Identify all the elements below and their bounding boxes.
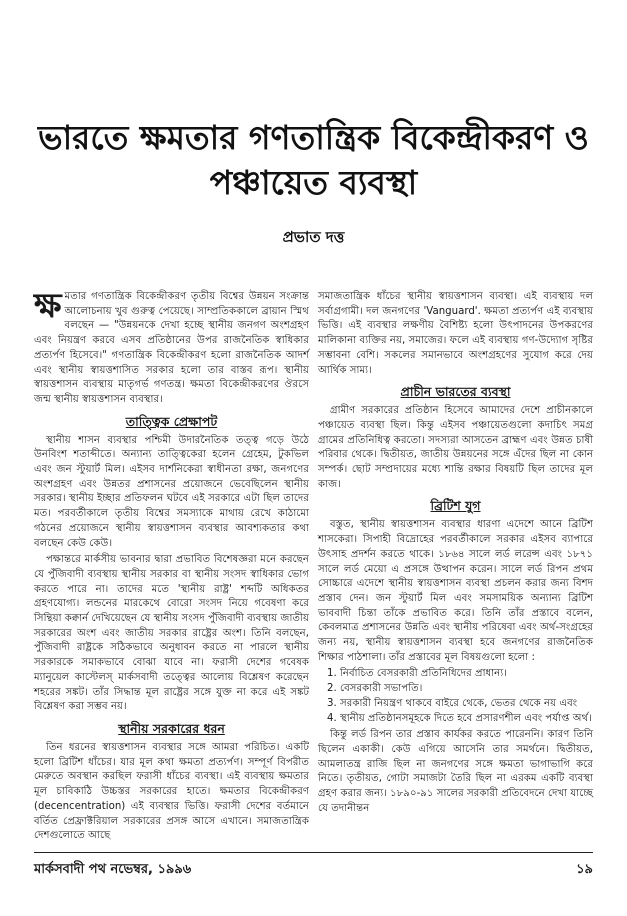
list-item: 4. স্থানীয় প্রতিষ্ঠানসমূহকে দিতে হবে প্রসারণশীল এবং পর্যাপ্ত অর্থ।	[340, 712, 593, 727]
paragraph: সমাজতান্ত্রিক ধাঁচের স্থানীয় স্বায়ত্তশাসন ব্যবস্থা। এই ব্যবস্থায় দল সর্বাগ্রগামী। দল জনগণের 'Vanguard'. ক্ষমতা প্রত্যর্পণ এই ব্যবস্থায় ভিত্তি। এই ব্যবস্থার লক্ষণীয় বৈশিষ্ট্য হলো উৎপাদনের উপকরণের মালিকানা ব্যক্তির নয়, সমাজের। ফলে এই ব্যবস্থায় গণ-উদ্যোগ সৃষ্টির সম্ভাবনা বেশি। সকলের সমানভাবে অংশগ্রহণের সুযোগ করে দেয় আর্থিক সাম্য।	[318, 291, 593, 376]
drop-cap: ক্ষ	[34, 286, 62, 326]
section-heading-local-govt-types: স্থানীয় সরকারের ধরন	[118, 720, 225, 736]
list-item: 1. নির্বাচিত বেসরকারী প্রতিনিধিদের প্রাধান্য।	[340, 667, 593, 682]
article-author: প্রভাত দত্ত	[282, 228, 345, 246]
paragraph: বস্তুত, স্থানীয় স্বায়ত্তশাসন ব্যবস্থার ধারণা এদেশে আনে ব্রিটিশ শাসকেরা। সিপাহী বিদ্রোহের পরবর্তীকালে সরকার এইসব ব্যাপারে উৎসাহ প্রদর্শন করতে থাকে। ১৮৬৪ সালে লর্ড লরেন্স এবং ১৮৭১ সালে লর্ড মেয়ো এ প্রসঙ্গে উত্থাপন করেন। সালে লর্ড রিপন প্রথম সোচ্চারে এদেশে স্থানীয় স্বায়ত্তশাসন ব্যবস্থা প্রচলন করার জন্য বিশদ প্রস্তাব দেন। জন স্টুয়ার্ট মিল এবং সমসাময়িক অন্যান্য ব্রিটিশ ভাববাদী চিন্তা তাঁকে প্রভাবিত করে। তিনি তাঁর প্রস্তাবে বলেন, কেবলমাত্র প্রশাসনের উন্নতি এবং স্থানীয় পরিষেবা এবং অর্থ-সংগ্রহের জন্য নয়, স্থানীয় স্বায়ত্তশাসন ব্যবস্থা হবে জনগণের রাজনৈতিক শিক্ষার পাঠশালা। তাঁর প্রস্তাবের মূল বিষয়গুলো হলো :	[318, 519, 593, 663]
right-column	[318, 290, 593, 819]
article-title-line-2: পঞ্চায়েত ব্যবস্থা	[209, 163, 418, 202]
section-heading-ancient-india: প্রাচীন ভারতের ব্যবস্থা	[400, 384, 511, 400]
intro-paragraph	[34, 286, 309, 408]
list-item: 2. বেসরকারী সভাপতি।	[340, 682, 593, 697]
footer-rule	[34, 852, 593, 853]
section-heading-british-era: ব্রিটিশ যুগ	[430, 498, 481, 514]
paragraph: পক্ষান্তরে মার্কসীয় ভাবনার দ্বারা প্রভাবিত বিশেষজ্ঞরা মনে করছেন যে পুঁজিবাদী ব্যবস্থায় স্থানীয় সরকার বা স্থানীয় সংসদ স্বাধিকার ভোগ করতে পারে না। তাদের মতে 'স্থানীয় রাষ্ট্র' শব্দটি অধিকতর গ্রহণযোগ্য। লন্ডনের মারকেথে বোরো সংসদ নিয়ে গবেষণা করে সিন্থিয়া কক্বার্ন দেখিয়েছেন যে স্থানীয় সংসদ পুঁজিবাদী ব্যবস্থায় জাতীয় সরকারের অংশ এবং জাতীয় সরকার রাষ্ট্রের অংশ। তিনি বলছেন, পুঁজিবাদী রাষ্ট্রকে সঠিকভাবে অনুধাবন করতে না পারলে স্থানীয় সরকারকে সমাকভাবে বোঝা যাবে না। ফরাসী দেশের গবেষক ম্যানুয়েল কাস্টেলস্ মার্কসবাদী তত্ত্বের আলোয় বিশ্লেষণ করেছেন শহরের সঙ্কট। তাঁর সিদ্ধান্ত মূল রাষ্ট্রের সঙ্গে যুক্ত না করে এই সঙ্কট বিশ্লেষণ করা সম্ভব নয়।	[34, 554, 309, 713]
section-heading-theoretical: তাত্ত্বিক প্রেক্ষাপট	[125, 413, 218, 429]
left-column	[34, 286, 309, 846]
paragraph: কিন্তু লর্ড রিপন তার প্রস্তাব কার্যকর করতে পারেননি। কারণ তিনি ছিলেন একাকী। কেউ এগিয়ে আসেনি তার সমর্থনে। দ্বিতীয়ত, আমলাতন্ত্র রাজি ছিল না জনগণের সঙ্গে ক্ষমতা ভাগাভাগি করে নিতে। তৃতীয়ত, গোটা সমাজটা তৈরি ছিল না এরকম একটি ব্যবস্থা গ্রহণ করার জন্য। ১৮৯০-৯১ সালের সরকারী প্রতিবেদনে দেখা যাচ্ছে যে তদানীন্তন	[318, 729, 593, 814]
list-item: 3. সরকারী নিয়ন্ত্রণ থাকবে বাইরে থেকে, ভেতর থেকে নয় এবং	[340, 697, 593, 712]
proposal-list	[318, 667, 593, 726]
paragraph: স্থানীয় শাসন ব্যবস্থার পশ্চিমী উদারনৈতিক তত্ত্ব গড়ে উঠে উনবিংশ শতাব্দীতে। অন্যান্য তাত্ত্বিকেরা হলেন গ্রেহেম, টুকভিল এবং জন স্টুয়ার্ট মিল। এইসব দার্শনিকেরা স্বাধীনতা রক্ষা, জনগণের অংশগ্রহণ এবং উন্নতর প্রশাসনের প্রয়োজনে ভেবেছিলেন স্থানীয় সরকার। স্থানীয় ইচ্ছার প্রতিফলন ঘটবে এই সরকারে এটা ছিল তাদের মত। পরবর্তীকালে তৃতীয় বিশ্বের সমস্যাকে মাথায় রেখে কাঠামো গঠনের প্রয়োজনে স্থানীয় স্বায়ত্তশাসন ব্যবস্থার আবশ্যকতার কথা বলছেন কেউ কেউ।	[34, 434, 309, 549]
journal-footer: মার্কসবাদী পথ নভেম্বর, ১৯৯৬	[34, 862, 192, 877]
article-title-line-1: ভারতে ক্ষমতার গণতান্ত্রিক বিকেন্দ্রীকরণ ও	[38, 118, 589, 157]
page-number: ১৯	[576, 862, 593, 877]
intro-text: মতার গণতান্ত্রিক বিকেন্দ্রীকরণ তৃতীয় বিশ্বের উন্নয়ন সংক্রান্ত আলোচনায় খুব গুরুত্ব পেয়েছে। সাম্প্রতিককালে ব্রায়ান স্মিথ বলছেন — "উন্নয়নকে দেখা হচ্ছে স্থানীয় জনগণ অংশগ্রহণ এবং নিয়ন্ত্রণ করবে এসব প্রতিষ্ঠানের উপর রাজনৈতিক স্বাধিকার প্রত্যর্পণ হিসেবে।" গণতান্ত্রিক বিকেন্দ্রীকরণ হলো রাজনৈতিক আদর্শ এবং স্থানীয় স্বায়ত্তশাসিত সরকার হলো তার বাস্তব রূপ। স্থানীয় স্বায়ত্তশাসন ব্যবস্থায় মাতৃগর্ভ গণতন্ত্র। ক্ষমতা বিকেন্দ্রীকরণের ঔরসে জন্ম স্থানীয় স্বায়ত্তশাসন ব্যবস্থার।	[34, 291, 309, 405]
paragraph: তিন ধরনের স্বায়ত্তশাসন ব্যবস্থার সঙ্গে আমরা পরিচিত। একটি হলো ব্রিটিশ ধাঁচের। যার মূল কথা ক্ষমতা প্রত্যর্পণ। সম্পূর্ণ বিপরীত মেরুতে অবস্থান করছিল ফরাসী ধাঁচের ব্যবস্থা। এই ব্যবস্থায় ক্ষমতার মূল চাবিকাঠি উচ্চস্তর সরকারের হাতে। ক্ষমতার বিকেন্দ্রীকরণ (decencentration) এই ব্যবস্থার ভিত্তি। ফরাসী দেশের বর্তমানে বর্তিত প্রেফ্রাক্টরিয়াল সরকারের প্রসঙ্গ আসে এখানে। সমাজতান্ত্রিক দেশগুলোতে আছে	[34, 741, 309, 842]
paragraph: গ্রামীণ সরকারের প্রতিষ্ঠান হিসেবে আমাদের দেশে প্রাচীনকালে পঞ্চায়েত ব্যবস্থা ছিল। কিন্তু এইসব পঞ্চায়েতগুলো কদাচিৎ সমগ্র গ্রামের প্রতিনিধিত্ব করতো। সদস্যরা আসতেন ব্রাহ্মণ এবং উন্নত চাষী পরিবার থেকে। দ্বিতীয়ত, জাতীয় উন্নয়নের সঙ্গে এঁদের ছিল না কোন সম্পর্ক। ছোট সম্প্রদায়ের মধ্যে শান্তি রক্ষার বিষয়টি ছিল তাদের মূল কাজ।	[318, 405, 593, 490]
